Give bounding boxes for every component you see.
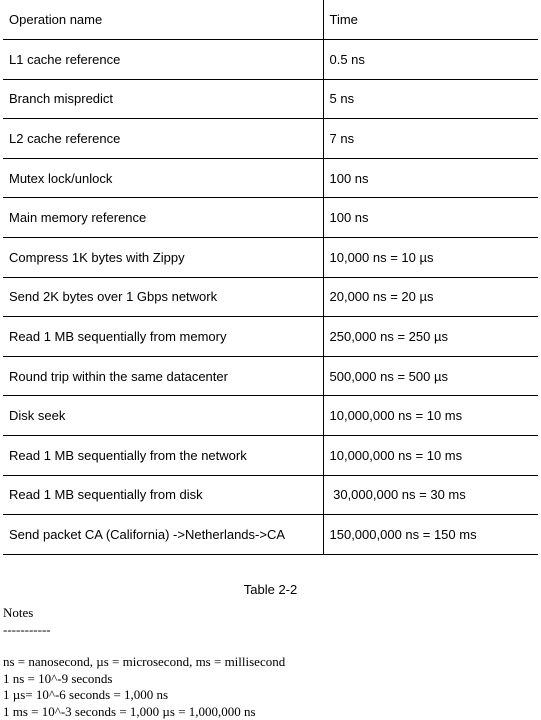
header-time: Time [323, 0, 538, 40]
notes-separator: ----------- [3, 622, 285, 639]
operation-cell: Branch mispredict [3, 79, 323, 119]
table-row [3, 515, 538, 555]
operation-cell: Disk seek [3, 396, 323, 436]
table-row [3, 158, 538, 198]
time-cell: 100 ns [323, 158, 538, 198]
time-cell: 10,000 ns = 10 µs [323, 238, 538, 278]
notes-title: Notes [3, 605, 285, 622]
operation-cell: Main memory reference [3, 198, 323, 238]
table-row [3, 436, 538, 476]
time-cell: 250,000 ns = 250 µs [323, 317, 538, 357]
notes-line: ns = nanosecond, µs = microsecond, ms = millisecond [3, 654, 285, 671]
table-row [3, 277, 538, 317]
operation-cell: Mutex lock/unlock [3, 158, 323, 198]
header-operation-name: Operation name [3, 0, 323, 40]
time-cell: 100 ns [323, 198, 538, 238]
time-cell: 150,000,000 ns = 150 ms [323, 515, 538, 555]
table-row [3, 79, 538, 119]
operation-cell: Send packet CA (California) ->Netherlands->CA [3, 515, 323, 555]
notes-line: 1 ns = 10^-9 seconds [3, 671, 285, 688]
notes-line: 1 ms = 10^-3 seconds = 1,000 µs = 1,000,000 ns [3, 704, 285, 720]
operation-cell: Read 1 MB sequentially from disk [3, 475, 323, 515]
operation-cell: Read 1 MB sequentially from memory [3, 317, 323, 357]
operation-cell: Compress 1K bytes with Zippy [3, 238, 323, 278]
operation-cell: L1 cache reference [3, 40, 323, 80]
table-row [3, 40, 538, 80]
operation-cell: Send 2K bytes over 1 Gbps network [3, 277, 323, 317]
notes-section [3, 605, 285, 720]
time-cell: 30,000,000 ns = 30 ms [323, 475, 538, 515]
table-row [3, 317, 538, 357]
operation-cell: L2 cache reference [3, 119, 323, 159]
time-cell: 0.5 ns [323, 40, 538, 80]
time-cell: 10,000,000 ns = 10 ms [323, 396, 538, 436]
table-row [3, 198, 538, 238]
operation-cell: Round trip within the same datacenter [3, 356, 323, 396]
table-header-row [3, 0, 538, 40]
table-row [3, 356, 538, 396]
table-row [3, 396, 538, 436]
table-row [3, 475, 538, 515]
time-cell: 500,000 ns = 500 µs [323, 356, 538, 396]
notes-line: 1 µs= 10^-6 seconds = 1,000 ns [3, 687, 285, 704]
time-cell: 7 ns [323, 119, 538, 159]
time-cell: 20,000 ns = 20 µs [323, 277, 538, 317]
table-row [3, 119, 538, 159]
operation-cell: Read 1 MB sequentially from the network [3, 436, 323, 476]
latency-table [3, 0, 538, 555]
table-caption: Table 2-2 [0, 582, 541, 597]
table-row [3, 238, 538, 278]
time-cell: 5 ns [323, 79, 538, 119]
time-cell: 10,000,000 ns = 10 ms [323, 436, 538, 476]
